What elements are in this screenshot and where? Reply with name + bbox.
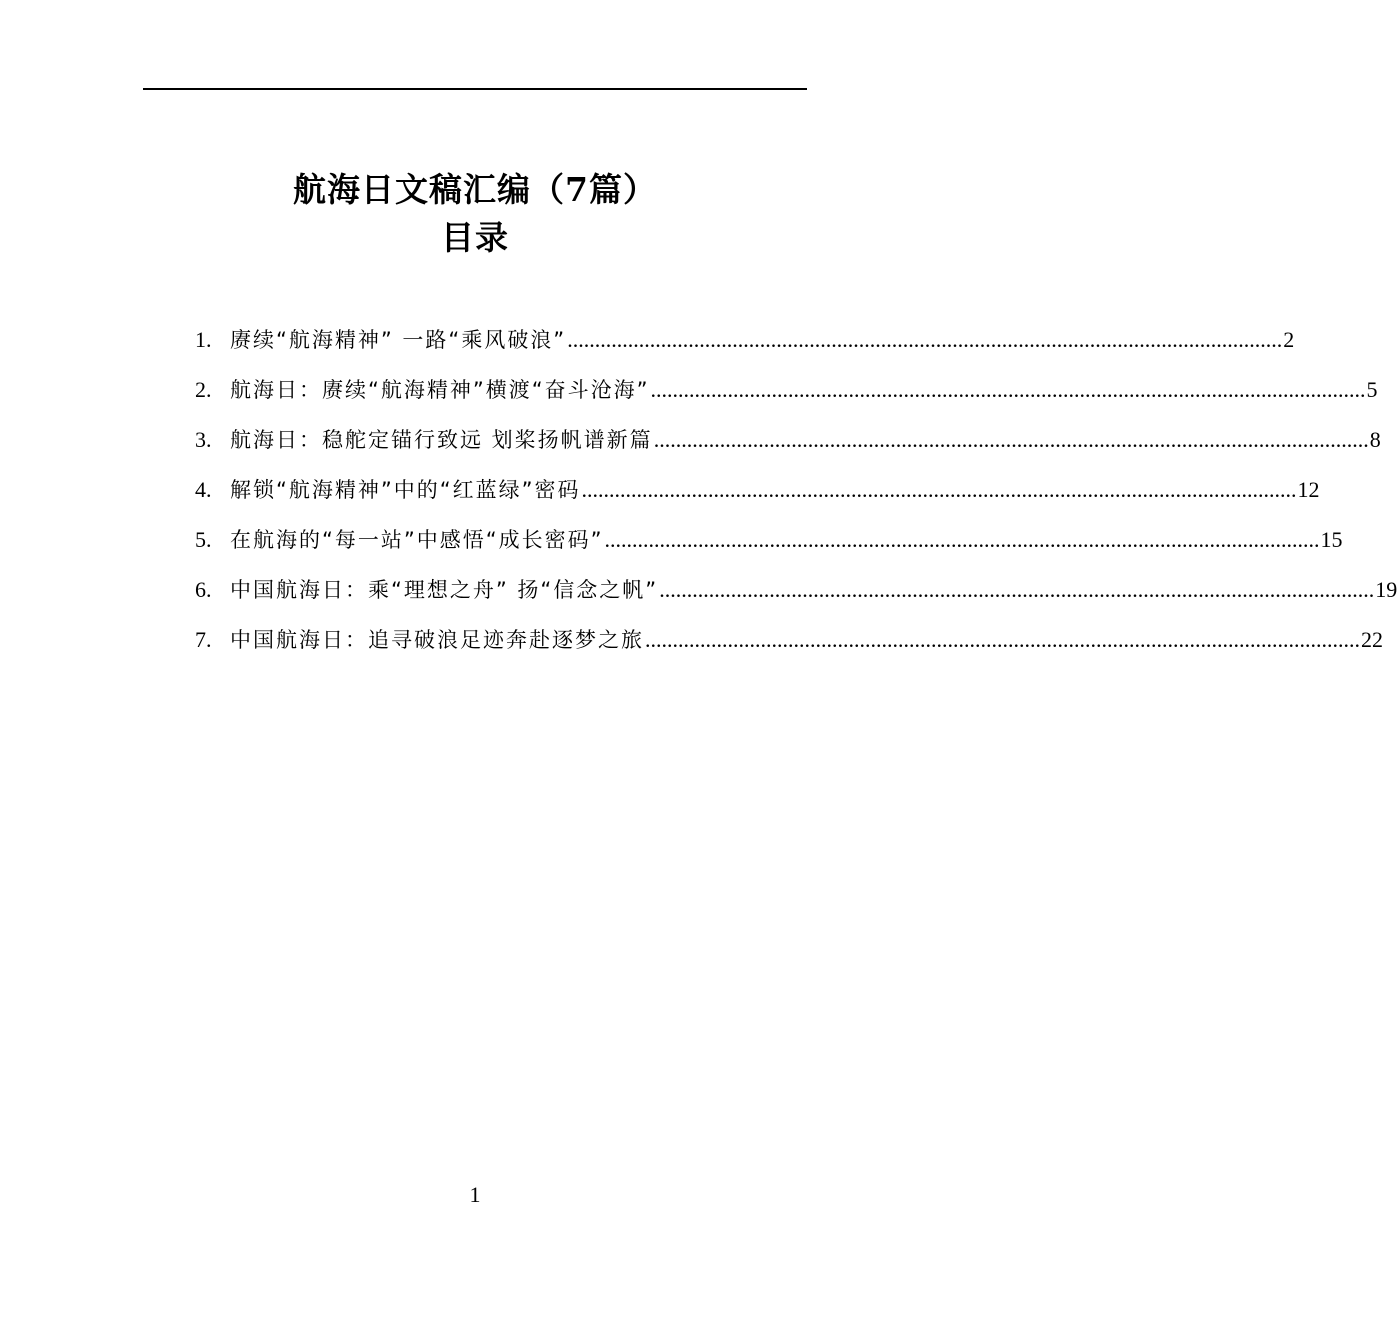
toc-entry-title: 解锁“航海精神”中的“红蓝绿”密码 [230, 478, 581, 502]
toc-leader-dots [651, 368, 1366, 412]
toc-leader-dots [567, 318, 1282, 362]
toc-entry-page: 12 [1297, 477, 1320, 502]
toc-entry-number: 7. [195, 627, 212, 652]
toc-leader-dots [582, 468, 1297, 512]
toc-entry-3[interactable] [195, 418, 1381, 468]
toc-entry-2[interactable] [195, 368, 1378, 418]
toc-entry-number: 4. [195, 477, 212, 502]
toc-entry-page: 5 [1366, 377, 1378, 402]
toc-leader-dots [605, 518, 1320, 562]
toc-entry-title: 中国航海日：乘“理想之舟” 扬“信念之帆” [230, 578, 659, 602]
toc-entry-title: 航海日：赓续“航海精神”横渡“奋斗沧海” [230, 378, 650, 402]
table-of-contents [195, 318, 1397, 668]
toc-entry-title: 中国航海日：追寻破浪足迹奔赴逐梦之旅 [230, 628, 644, 652]
header-rule [143, 88, 807, 90]
toc-entry-number: 6. [195, 577, 212, 602]
toc-entry-number: 1. [195, 327, 212, 352]
toc-entry-title: 在航海的“每一站”中感悟“成长密码” [230, 528, 604, 552]
toc-entry-number: 5. [195, 527, 212, 552]
toc-entry-5[interactable] [195, 518, 1343, 568]
toc-entry-page: 15 [1320, 527, 1343, 552]
toc-leader-dots [659, 568, 1374, 612]
toc-entry-4[interactable] [195, 468, 1320, 518]
toc-entry-number: 2. [195, 377, 212, 402]
toc-entry-title: 赓续“航海精神” 一路“乘风破浪” [230, 328, 567, 352]
toc-leader-dots [654, 418, 1369, 462]
toc-heading: 目录 [441, 218, 509, 257]
toc-entry-number: 3. [195, 427, 212, 452]
toc-leader-dots [645, 618, 1360, 662]
document-title: 航海日文稿汇编（7篇） [293, 170, 657, 209]
toc-entry-1[interactable] [195, 318, 1295, 368]
toc-entry-page: 22 [1361, 627, 1383, 652]
toc-entry-page: 19 [1375, 577, 1397, 602]
toc-entry-title: 航海日：稳舵定锚行致远 划桨扬帆谱新篇 [230, 428, 653, 452]
toc-entry-page: 8 [1369, 427, 1381, 452]
toc-entry-7[interactable] [195, 618, 1383, 668]
toc-entry-6[interactable] [195, 568, 1397, 618]
page-number: 1 [469, 1182, 481, 1207]
toc-entry-page: 2 [1283, 327, 1295, 352]
